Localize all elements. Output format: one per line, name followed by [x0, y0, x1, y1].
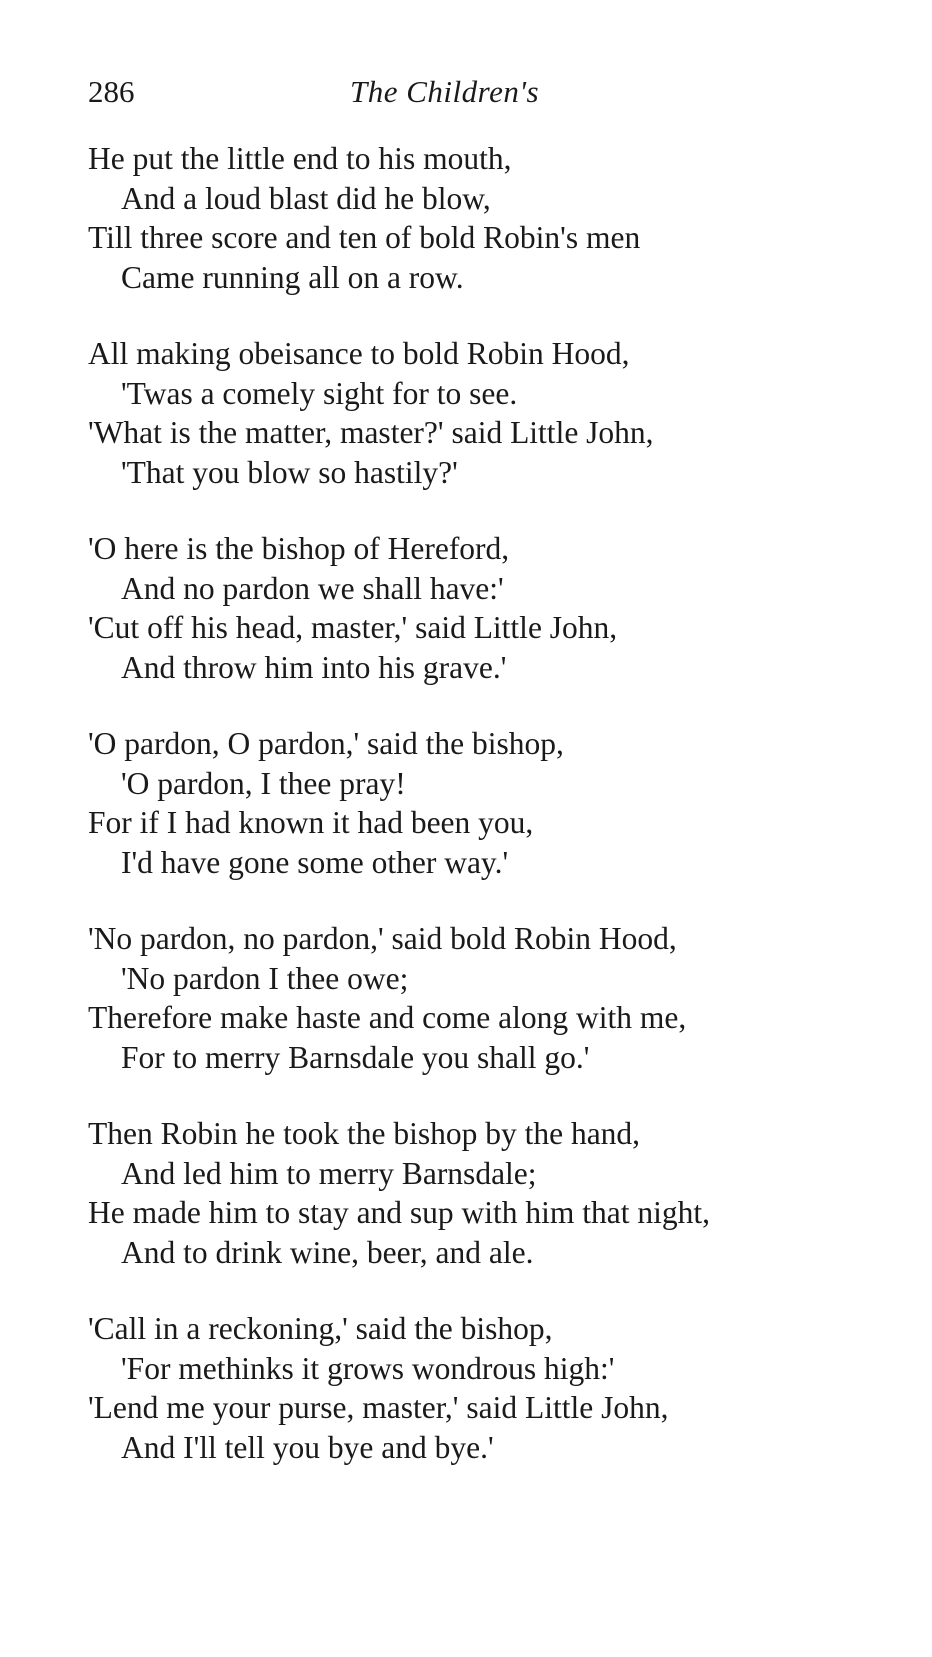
verse-line: 'Call in a reckoning,' said the bishop,	[88, 1311, 553, 1346]
page-number: 286	[88, 74, 135, 109]
running-title: The Children's	[350, 74, 540, 109]
stanza	[88, 1114, 888, 1272]
verse-line: And led him to merry Barnsdale;	[121, 1155, 537, 1191]
verse-line: 'That you blow so hastily?'	[121, 454, 458, 490]
verse-line: Therefore make haste and come along with me,	[88, 1000, 687, 1035]
stanza	[88, 724, 888, 882]
verse-line: Then Robin he took the bishop by the hand,	[88, 1116, 641, 1151]
verse-line: Till three score and ten of bold Robin's men	[88, 220, 641, 255]
verse-line: All making obeisance to bold Robin Hood,	[88, 336, 630, 371]
verse-line: For if I had known it had been you,	[88, 805, 534, 840]
verse-line: And I'll tell you bye and bye.'	[121, 1429, 494, 1465]
verse-line: For to merry Barnsdale you shall go.'	[121, 1039, 590, 1075]
verse-line: 'O pardon, O pardon,' said the bishop,	[88, 726, 564, 761]
verse-line: He put the little end to his mouth,	[88, 141, 512, 176]
verse-line: 'What is the matter, master?' said Little John,	[88, 415, 654, 450]
verse-line: And no pardon we shall have:'	[121, 570, 504, 606]
verse-line: 'Lend me your purse, master,' said Little John,	[88, 1390, 669, 1425]
verse-line: 'For methinks it grows wondrous high:'	[121, 1350, 615, 1386]
stanza	[88, 334, 888, 492]
verse-line: 'O here is the bishop of Hereford,	[88, 531, 510, 566]
poem	[88, 139, 888, 1504]
verse-line: 'O pardon, I thee pray!	[121, 765, 406, 801]
verse-line: And a loud blast did he blow,	[121, 180, 491, 216]
verse-line: 'Twas a comely sight for to see.	[121, 375, 518, 411]
stanza	[88, 139, 888, 297]
verse-line: Came running all on a row.	[121, 259, 464, 295]
verse-line: And throw him into his grave.'	[121, 649, 507, 685]
verse-line: I'd have gone some other way.'	[121, 844, 509, 880]
stanza	[88, 1309, 888, 1467]
stanza	[88, 919, 888, 1077]
verse-line: 'Cut off his head, master,' said Little John,	[88, 610, 618, 645]
verse-line: And to drink wine, beer, and ale.	[121, 1234, 534, 1270]
verse-line: He made him to stay and sup with him that night,	[88, 1195, 711, 1230]
running-head	[88, 72, 728, 112]
verse-line: 'No pardon I thee owe;	[121, 960, 409, 996]
verse-line: 'No pardon, no pardon,' said bold Robin Hood,	[88, 921, 677, 956]
stanza	[88, 529, 888, 687]
